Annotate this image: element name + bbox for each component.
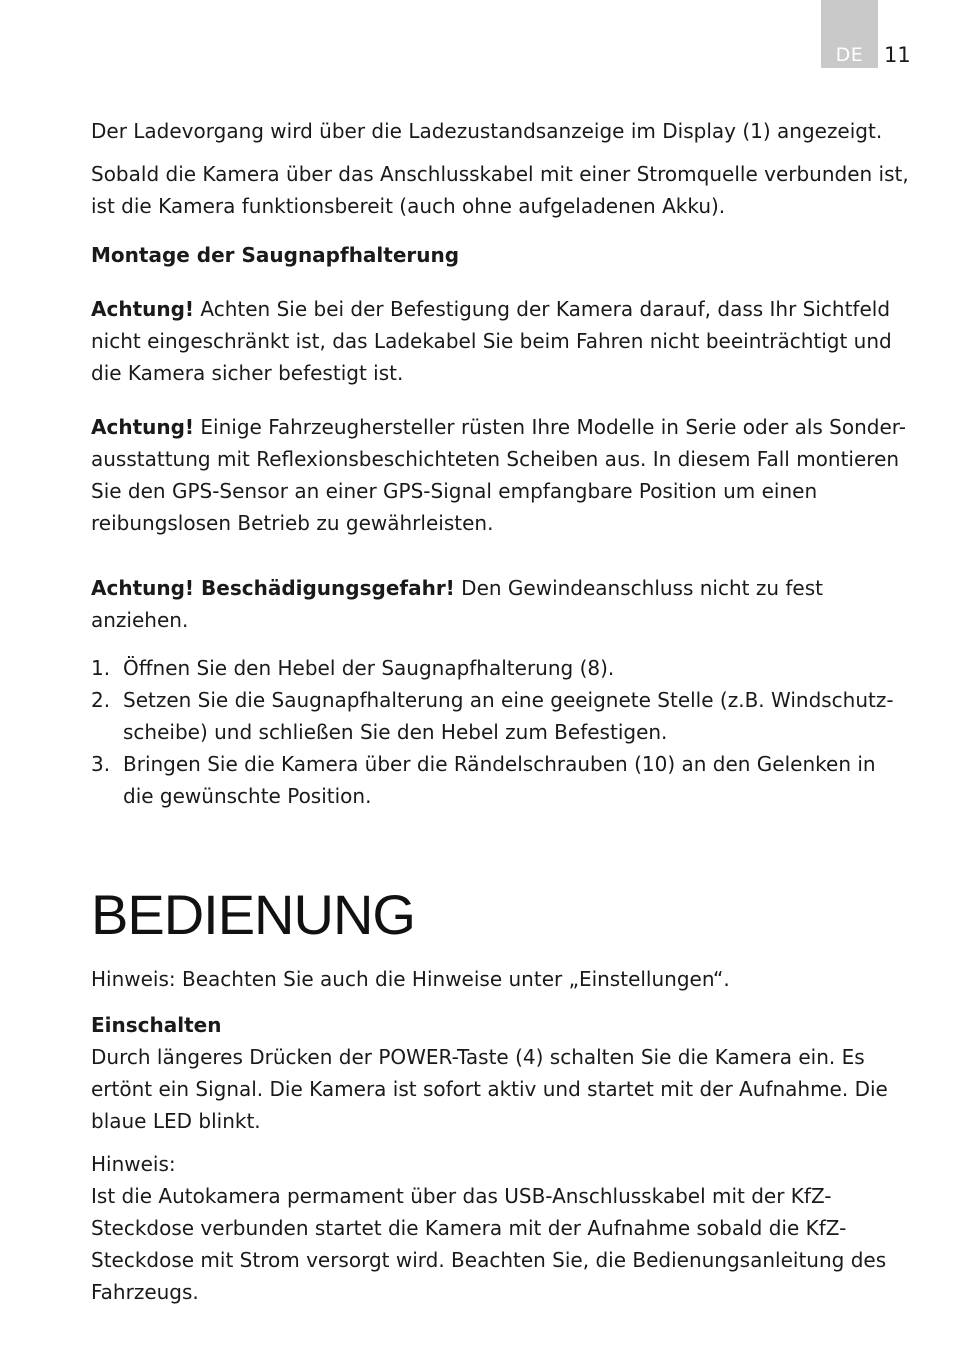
page-number: 11	[884, 43, 911, 67]
warning-label: Achtung!	[91, 297, 195, 321]
hint-label: Hinweis:	[91, 1152, 176, 1176]
warning-field-of-view	[91, 293, 911, 389]
step-text: Öffnen Sie den Hebel der Saugnapfhalterung (8).	[123, 656, 615, 680]
warning-damage	[91, 572, 911, 636]
warning-label: Achtung!	[91, 415, 195, 439]
list-item	[91, 748, 911, 812]
montage-heading: Montage der Saugnapfhalterung	[91, 243, 460, 267]
step-number: 3.	[91, 752, 111, 776]
list-item	[91, 684, 911, 748]
power-connection-paragraph: Sobald die Kamera über das Anschlusskabel mit einer Stromquelle verbunden ist, ist die Kamera funktionsbereit (auch ohne aufgeladenen Akku).	[91, 162, 909, 218]
list-item	[91, 652, 911, 684]
settings-note: Hinweis: Beachten Sie auch die Hinweise unter „Einstellungen“.	[91, 967, 730, 991]
warning-label: Achtung! Beschädigungsgefahr!	[91, 576, 455, 600]
step-text: Bringen Sie die Kamera über die Rändelschrauben (10) an den Gelenken in die gewünschte Position.	[123, 752, 876, 808]
step-number: 2.	[91, 688, 111, 712]
page-content	[91, 115, 911, 1308]
charging-display-paragraph: Der Ladevorgang wird über die Ladezustandsanzeige im Display (1) angezeigt.	[91, 119, 883, 143]
bedienung-title: BEDIENUNG	[91, 883, 415, 946]
mounting-steps-list	[91, 652, 911, 812]
step-number: 1.	[91, 656, 111, 680]
einschalten-heading: Einschalten	[91, 1013, 222, 1037]
einschalten-paragraph: Durch längeres Drücken der POWER-Taste (4) schalten Sie die Kamera ein. Es ertönt ein Signal. Die Kamera ist sofort aktiv und startet mit der Aufnahme. Die blaue LED blinkt.	[91, 1045, 888, 1133]
language-tab: DE	[821, 0, 878, 68]
warning-text: Den Gewindeanschluss nicht zu fest anziehen.	[91, 576, 823, 632]
hint-paragraph: Ist die Autokamera permament über das USB-Anschlusskabel mit der KfZ-Steckdose verbunden startet die Kamera mit der Aufnahme sobald die KfZ-Steckdose mit Strom versorgt wird. Beachten Sie, die Bedienungsanleitung des Fahrzeugs.	[91, 1184, 887, 1304]
step-text: Setzen Sie die Saugnapfhalterung an eine geeignete Stelle (z.B. Windschutz-scheibe) und schließen Sie den Hebel zum Befestigen.	[123, 688, 894, 744]
warning-text: Einige Fahrzeughersteller rüsten Ihre Modelle in Serie oder als Sonder-ausstattung mit Reflexionsbeschichteten Scheiben aus. In diesem Fall montieren Sie den GPS-Sensor an einer GPS-Signal empfangbare Position um einen reibungslosen Betrieb zu gewährleisten.	[91, 415, 906, 535]
warning-text: Achten Sie bei der Befestigung der Kamera darauf, dass Ihr Sichtfeld nicht eingeschränkt ist, das Ladekabel Sie beim Fahren nicht beeinträchtigt und die Kamera sicher befestigt ist.	[91, 297, 892, 385]
warning-reflective-glass	[91, 411, 911, 539]
